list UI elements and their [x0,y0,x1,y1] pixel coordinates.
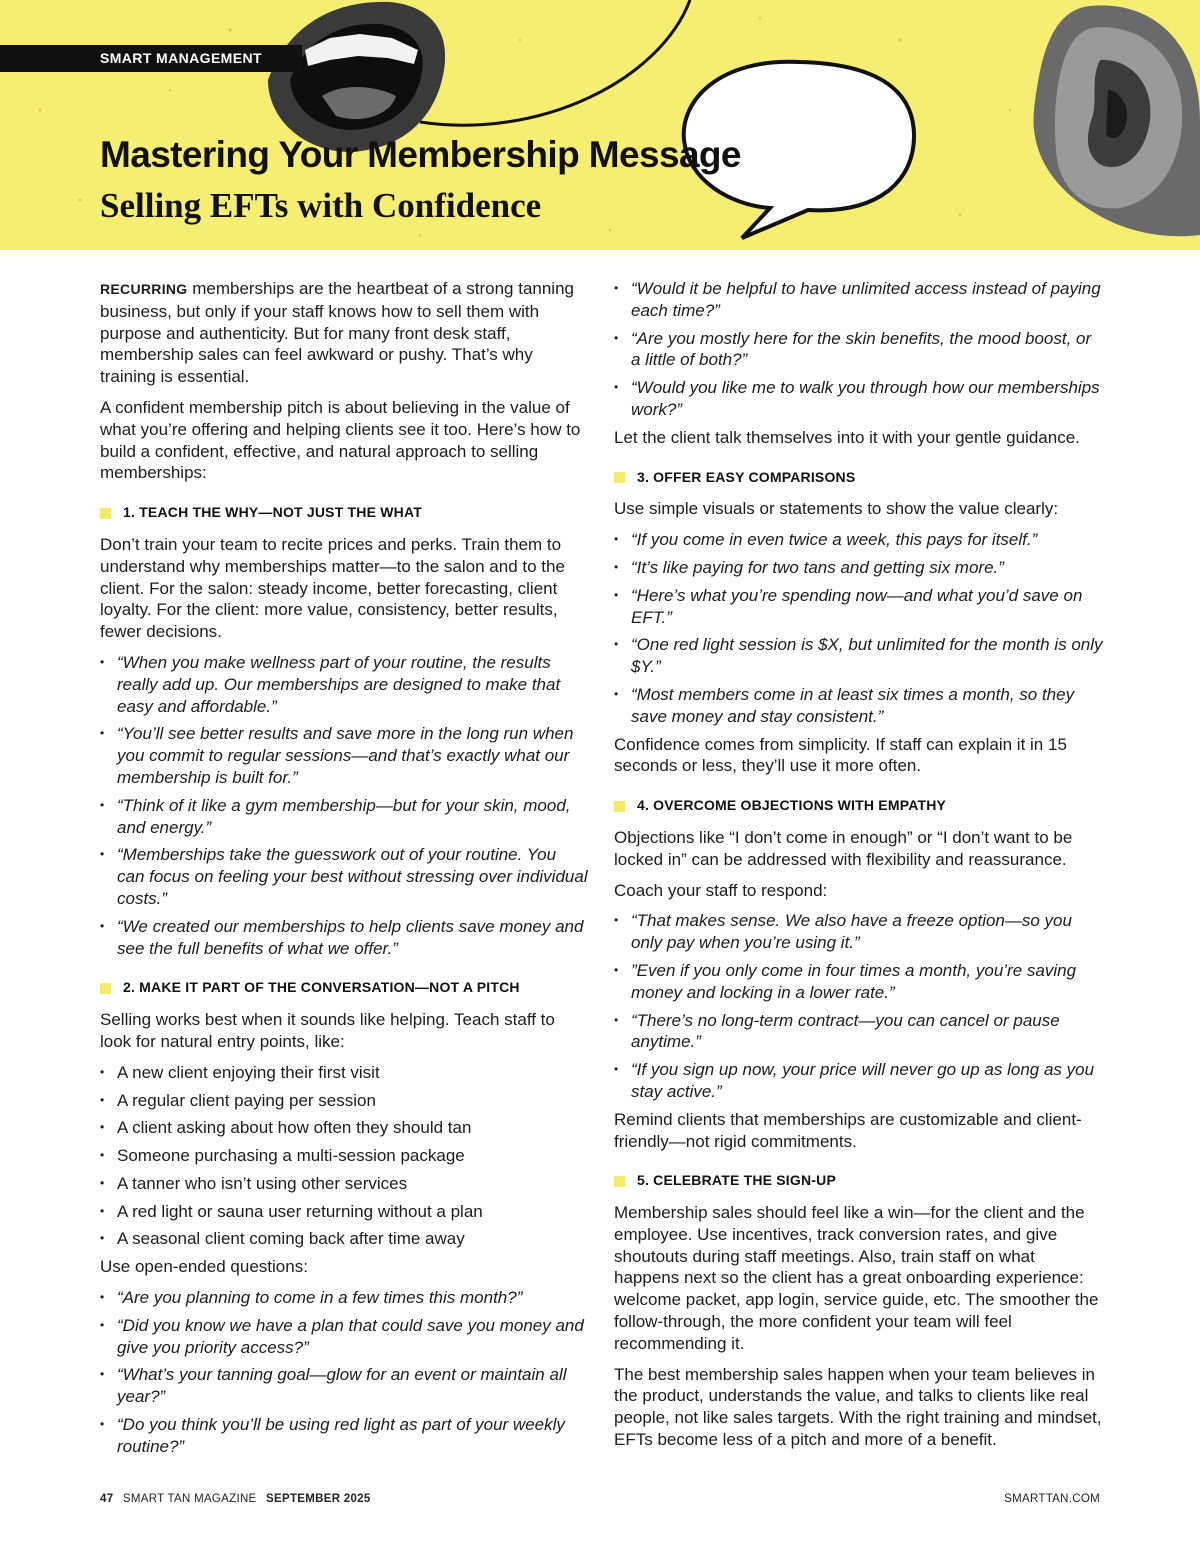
quote-item: • “That makes sense. We also have a freeze option—so you only pay when you’re using it.” [614,910,1104,954]
section-4-closing: Remind clients that memberships are customizable and client-friendly—not rigid commitments. [614,1109,1082,1151]
section-heading-4 [614,795,1104,817]
quote-item: • “Are you mostly here for the skin benefits, the mood boost, or a little of both?” [614,328,1104,372]
section-heading-5 [614,1170,1104,1192]
speech-line [420,0,690,125]
quote-item: • “Are you planning to come in a few times this month?” [100,1287,588,1309]
section-5-body: Membership sales should feel like a win—for the client and the employee. Use incentives, track conversion rates, and give shoutouts during staff meetings. Also, train staff on what happens next so the client has a great onboarding experience: welcome packet, app login, service guide, etc. The smoother the follow-through, the more confident your team will feel recommending it. [614,1203,1099,1353]
section-3-body: Use simple visuals or statements to show the value clearly: [614,499,1059,519]
section-4-body: Objections like “I don’t come in enough” or “I don’t want to be locked in” can be addressed with flexibility and reassurance. [614,827,1073,869]
page-subtitle: Selling EFTs with Confidence [100,186,542,225]
quote-item: • “There’s no long-term contract—you can cancel or pause anytime.” [614,1010,1104,1054]
quote-item: • “If you sign up now, your price will never go up as long as you stay active.” [614,1059,1104,1103]
section-2-quotes [100,1287,588,1458]
lead-word: RECURRING [100,281,188,297]
footer-left [100,1493,1100,1505]
quote-item: • “Most members come in at least six times a month, so they save money and stay consistent.” [614,684,1104,728]
list-item: • A new client enjoying their first visit [100,1062,588,1084]
list-item: • A red light or sauna user returning without a plan [100,1201,588,1223]
quote-item: • “One red light session is $X, but unlimited for the month is only $Y.” [614,634,1104,678]
heading-marker-icon [100,508,111,519]
issue-date: SEPTEMBER 2025 [266,1493,371,1505]
section-heading-1 [100,502,588,524]
section-2-quotes-continued [614,278,1104,421]
quote-item: • “Would you like me to walk you through how our memberships work?” [614,377,1104,421]
quote-item: • “Would it be helpful to have unlimited access instead of paying each time?” [614,278,1104,322]
article-column-left [100,278,588,1464]
section-2-closing: Let the client talk themselves into it with your gentle guidance. [614,427,1080,447]
list-item: • A client asking about how often they should tan [100,1117,588,1139]
heading-text: 1. TEACH THE WHY—NOT JUST THE WHAT [123,504,422,521]
intro-paragraph [100,278,588,388]
quote-item: • “If you come in even twice a week, this pays for itself.” [614,529,1104,551]
article-column-right [614,278,1104,1460]
website-link[interactable]: SMARTTAN.COM [1004,1493,1100,1505]
heading-text: 3. OFFER EASY COMPARISONS [637,468,856,485]
quote-item: • “Think of it like a gym membership—but for your skin, mood, and energy.” [100,795,588,839]
intro-paragraph-2: A confident membership pitch is about believing in the value of what you’re offering and helping clients see it too. Here’s how to build a confident, effective, and natural approach to selling memberships: [100,397,581,483]
heading-marker-icon [614,1176,625,1187]
quote-item: • “You’ll see better results and save more in the long run when you commit to regular sessions—and that’s exactly what our membership is built for.” [100,723,588,788]
quote-item: • “It’s like paying for two tans and getting six more.” [614,557,1104,579]
heading-text: 5. CELEBRATE THE SIGN-UP [637,1172,837,1189]
section-3-quotes [614,529,1104,727]
section-3-closing: Confidence comes from simplicity. If staff can explain it in 15 seconds or less, they’ll use it more often. [614,734,1067,776]
section-2-body-2: Use open-ended questions: [100,1257,308,1277]
magazine-name: SMART TAN MAGAZINE [122,1493,257,1505]
list-item: • A seasonal client coming back after time away [100,1228,588,1250]
header-band [0,0,1200,250]
quote-item: • “When you make wellness part of your routine, the results really add up. Our memberships are designed to make that easy and affordable.” [100,652,588,717]
section-2-entry-points [100,1062,588,1251]
list-item: • A regular client paying per session [100,1090,588,1112]
quote-item: • ”Even if you only come in four times a month, you’re saving money and locking in a lower rate.” [614,960,1104,1004]
page-number: 47 [100,1493,114,1505]
section-5-closing: The best membership sales happen when your team believes in the product, understands the value, and talks to clients like real people, not like sales targets. With the right training and mindset, EFTs become less of a pitch and more of a benefit. [614,1364,1102,1450]
quote-item: • “Did you know we have a plan that could save you money and give you priority access?” [100,1315,588,1359]
quote-item: • “We created our memberships to help clients save money and see the full benefits of what we offer.” [100,916,588,960]
section-4-quotes [614,910,1104,1102]
section-heading-3 [614,467,1104,489]
quote-item: • “What’s your tanning goal—glow for an event or maintain all year?” [100,1364,588,1408]
section-4-body-2: Coach your staff to respond: [614,880,828,900]
section-2-body: Selling works best when it sounds like helping. Teach staff to look for natural entry points, like: [100,1010,555,1051]
heading-marker-icon [614,472,625,483]
list-item: • Someone purchasing a multi-session package [100,1145,588,1167]
ear-icon [1033,5,1200,236]
intro-text: memberships are the heartbeat of a strong tanning business, but only if your staff knows how to sell them with purpose and authenticity. But for many front desk staff, membership sales can feel awkward or pushy. That’s why training is essential. [100,279,574,387]
quote-item: • “Here’s what you’re spending now—and what you’d save on EFT.” [614,585,1104,629]
section-tag: SMART MANAGEMENT [0,45,302,72]
page-title: Mastering Your Membership Message [100,134,741,175]
quote-item: • “Do you think you’ll be using red light as part of your weekly routine?” [100,1414,588,1458]
mouth-icon [268,2,445,152]
section-1-quotes [100,652,588,959]
section-heading-2 [100,977,588,999]
quote-item: • “Memberships take the guesswork out of your routine. You can focus on feeling your best without stressing over individual costs.” [100,844,588,909]
list-item: • A tanner who isn’t using other services [100,1173,588,1195]
section-1-body: Don’t train your team to recite prices and perks. Train them to understand why memberships matter—to the salon and to the client. For the salon: steady income, better forecasting, client loyalty. For the client: more value, consistency, better results, fewer decisions. [100,534,565,642]
heading-text: 4. OVERCOME OBJECTIONS WITH EMPATHY [637,797,947,814]
heading-marker-icon [100,983,111,994]
heading-marker-icon [614,801,625,812]
page-footer [100,1493,1100,1505]
heading-text: 2. MAKE IT PART OF THE CONVERSATION—NOT A PITCH [123,979,520,996]
